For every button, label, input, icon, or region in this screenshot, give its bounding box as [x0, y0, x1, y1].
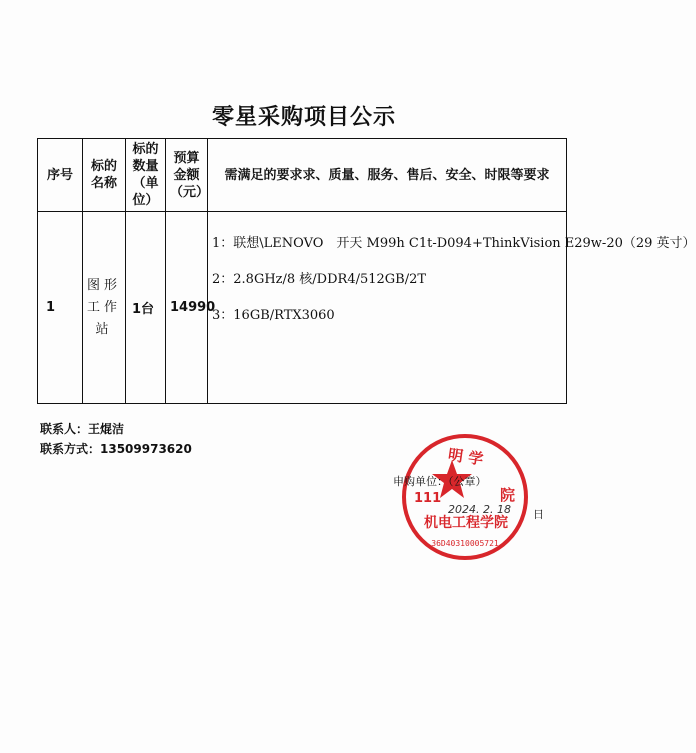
cell-seq: 1 — [38, 212, 83, 404]
table-row — [38, 212, 567, 404]
cell-qty: 1台 — [126, 212, 166, 404]
applicant-unit-label: 申购单位：（公章） — [393, 475, 487, 488]
seal-left-text: 111 — [414, 491, 442, 506]
requirement-line: 3：16GB/RTX3060 — [212, 308, 335, 323]
seal-name: 机电工程学院 — [424, 515, 508, 531]
requirement-line: 2：2.8GHz/8 核/DDR4/512GB/2T — [212, 272, 427, 287]
seal-top-text: 明 学 — [446, 445, 485, 469]
requirement-line: 1：联想\LENOVO 开天 M99h C1t-D094+ThinkVision E29w-20（29 英寸） — [212, 236, 696, 251]
seal-code: 36D40310005721 — [431, 539, 499, 548]
header-name: 标的名称 — [83, 139, 126, 212]
seal-right-text: 院 — [500, 486, 516, 504]
page-title: 零星采购项目公示 — [211, 105, 396, 130]
handwritten-date: 2024. 2. 18 — [448, 503, 511, 516]
header-seq: 序号 — [38, 139, 83, 212]
date-day-suffix: 日 — [533, 508, 544, 521]
cell-name: 图形工作站 — [83, 212, 126, 404]
contact-phone: 联系方式：13509973620 — [40, 442, 192, 456]
header-requirements: 需满足的要求求、质量、服务、售后、安全、时限等要求 — [208, 139, 567, 212]
official-seal — [400, 432, 530, 562]
table-header-row — [38, 139, 567, 212]
contact-person: 联系人：王焜洁 — [40, 422, 125, 436]
header-budget: 预算金额（元） — [166, 139, 208, 212]
header-qty: 标的数量（单位） — [126, 139, 166, 212]
cell-budget: 14990 — [166, 212, 208, 404]
procurement-table — [37, 138, 696, 404]
cell-requirements — [208, 212, 696, 404]
